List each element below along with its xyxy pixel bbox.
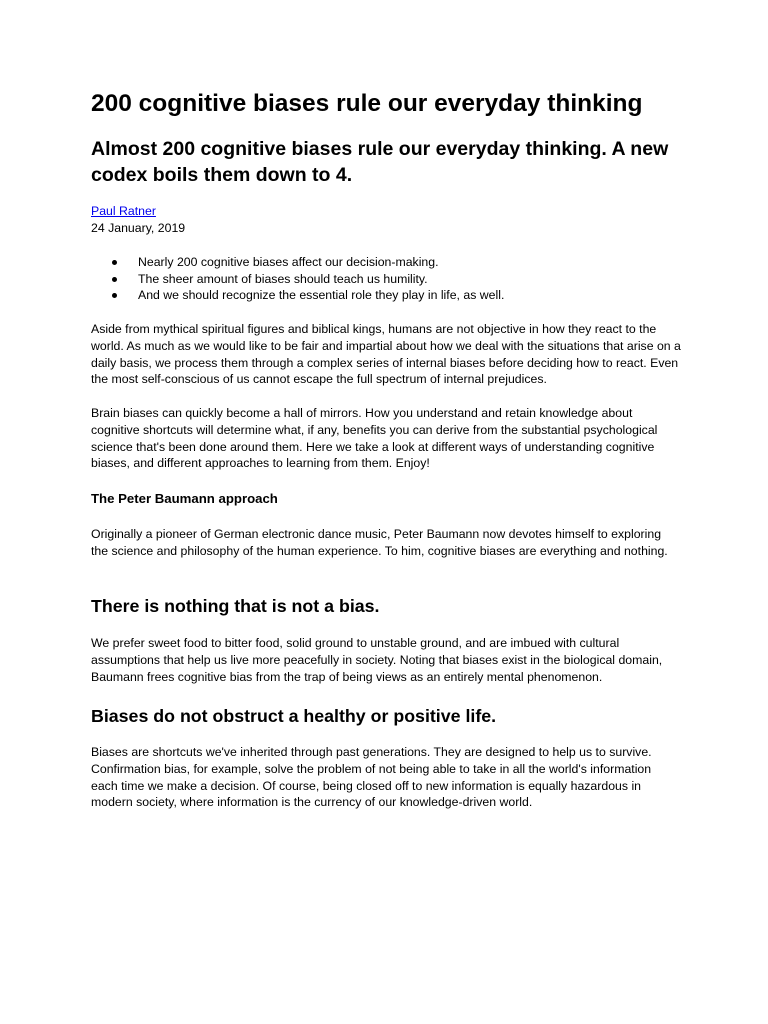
paragraph: Biases are shortcuts we've inherited through past generations. They are designed to help us to survive. Confirmation bias, for example, solve the problem of not being able to take in all the world's information each time we make a decision. Of course, being closed off to new information is equally hazardous in modern society, where information is the currency of our knowledge-driven world. [91,745,652,810]
paragraph: We prefer sweet food to bitter food, solid ground to unstable ground, and are imbued with cultural assumptions that help us live more peacefully in society. Noting that biases exist in the biological domain, Baumann frees cognitive bias from the trap of being views as an entirely mental phenomenon. [91,636,663,684]
list-item-text: And we should recognize the essential role they play in life, as well. [138,288,505,303]
paragraph: Aside from mythical spiritual figures and biblical kings, humans are not objective in how they react to the world. As much as we would like to be fair and impartial about how we deal with the situations that arise on a daily basis, we process them through a complex series of internal biases before deciding how to react. Even the most self-conscious of us cannot escape the full spectrum of internal prejudices. [91,322,681,387]
list-item-text: The sheer amount of biases should teach us humility. [138,271,428,286]
list-item [91,254,681,271]
bullet-icon [112,277,117,282]
publish-date: 24 January, 2019 [91,221,186,235]
paragraph: Brain biases can quickly become a hall of mirrors. How you understand and retain knowledge about cognitive shortcuts will determine what, if any, benefits you can derive from the substantial psychological science that's been done around them. Here we take a look at different ways of understanding cognitive biases, and different approaches to learning from them. Enjoy! [91,406,658,471]
article-title: 200 cognitive biases rule our everyday thinking [91,90,643,117]
byline [91,203,185,237]
list-item [91,287,681,304]
list-item [91,271,681,288]
section-heading-large: Biases do not obstruct a healthy or positive life. [91,706,497,726]
bullet-icon [112,260,117,265]
paragraph: Originally a pioneer of German electronic dance music, Peter Baumann now devotes himself to exploring the science and philosophy of the human experience. To him, cognitive biases are everything and nothing. [91,527,668,558]
section-heading: The Peter Baumann approach [91,491,278,506]
section-heading-large: There is nothing that is not a bias. [91,596,380,616]
author-link[interactable]: Paul Ratner [91,204,156,218]
article-subtitle: Almost 200 cognitive biases rule our everyday thinking. A new codex boils them down to 4. [91,138,669,186]
summary-list [91,254,681,304]
list-item-text: Nearly 200 cognitive biases affect our decision-making. [138,255,439,269]
bullet-icon [112,293,117,298]
